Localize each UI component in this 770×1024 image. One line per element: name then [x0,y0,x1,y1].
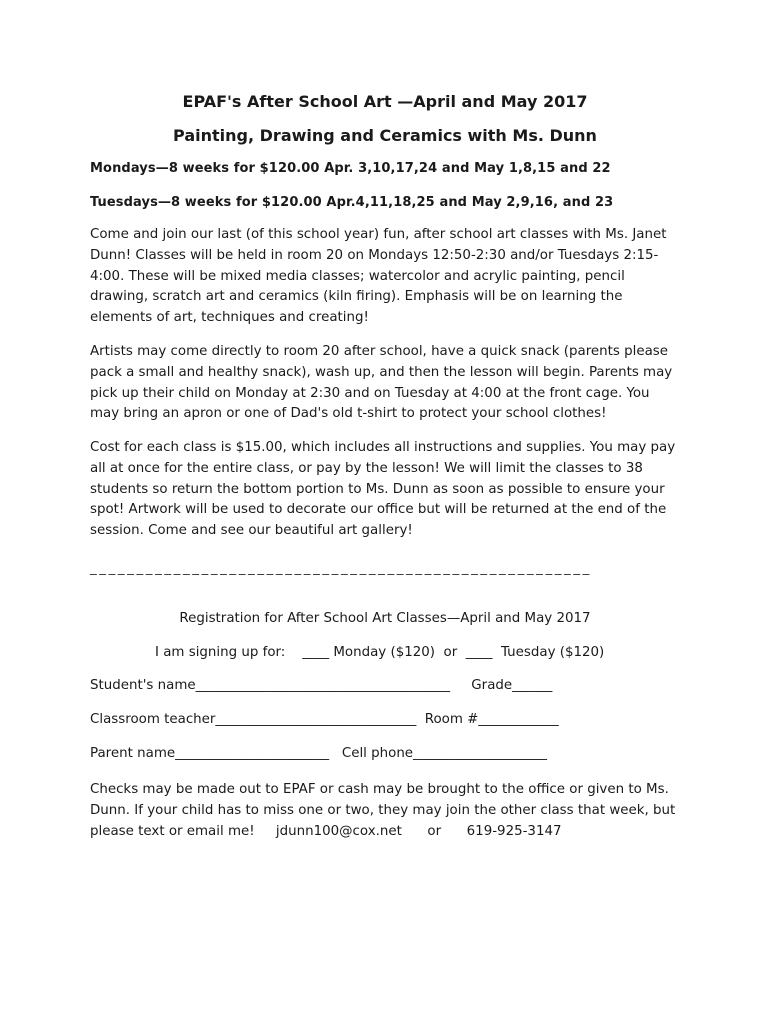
logistics-paragraph: Artists may come directly to room 20 after school, have a quick snack (parents please pack a small and healthy snack), wash up, and then the lesson will begin. Parents may pick up their child on Monday at 2:30 and on Tuesday at 4:00 at the front cage. You may bring an apron or one of Dad's old t-shirt to protect your school clothes! [90,344,673,422]
intro-paragraph: Come and join our last (of this school year) fun, after school art classes with Ms. Janet Dunn! Classes will be held in room 20 on Mondays 12:50-2:30 and/or Tuesdays 2:15-4:00. These will be mixed media classes; watercolor and acrylic painting, pencil drawing, scratch art and ceramics (kiln firing). Emphasis will be on learning the elements of art, techniques and creating! [90,227,667,326]
payment-note [90,780,690,842]
cost-paragraph: Cost for each class is $15.00, which includes all instructions and supplies. You may pay all at once for the entire class, or pay by the lesson! We will limit the classes to 38 students so return the bottom portion to Ms. Dunn as soon as possible to ensure your spot! Artwork will be used to decorate our office but will be returned at the end of the session. Come and see our beautiful art gallery! [90,440,676,539]
page-subtitle: Painting, Drawing and Ceramics with Ms. Dunn [173,126,597,145]
cut-line-divider: ______________________________________________________ [90,561,592,576]
contact-email: jdunn100@cox.net [275,823,402,839]
class-selection-line: I am signing up for: ____ Monday ($120) or ____ Tuesday ($120) [155,645,605,660]
payment-note-text: Checks may be made out to EPAF or cash may be brought to the office or given to Ms. Dunn. If your child has to miss one or two, they may join the other class that week, but please text or email me! [90,782,676,839]
contact-or: or [427,823,442,839]
registration-title: Registration for After School Art Classes—April and May 2017 [179,611,591,626]
page-title: EPAF's After School Art —April and May 2017 [182,92,588,111]
contact-phone: 619-925-3147 [466,823,562,839]
monday-schedule: Mondays—8 weeks for $120.00 Apr. 3,10,17,24 and May 1,8,15 and 22 [90,161,611,176]
tuesday-schedule: Tuesdays—8 weeks for $120.00 Apr.4,11,18,25 and May 2,9,16, and 23 [90,195,614,210]
parent-phone-line: Parent name_______________________ Cell phone____________________ [90,746,547,761]
teacher-room-line: Classroom teacher______________________________ Room #____________ [90,712,559,727]
student-name-grade-line: Student's name______________________________________ Grade______ [90,678,553,693]
